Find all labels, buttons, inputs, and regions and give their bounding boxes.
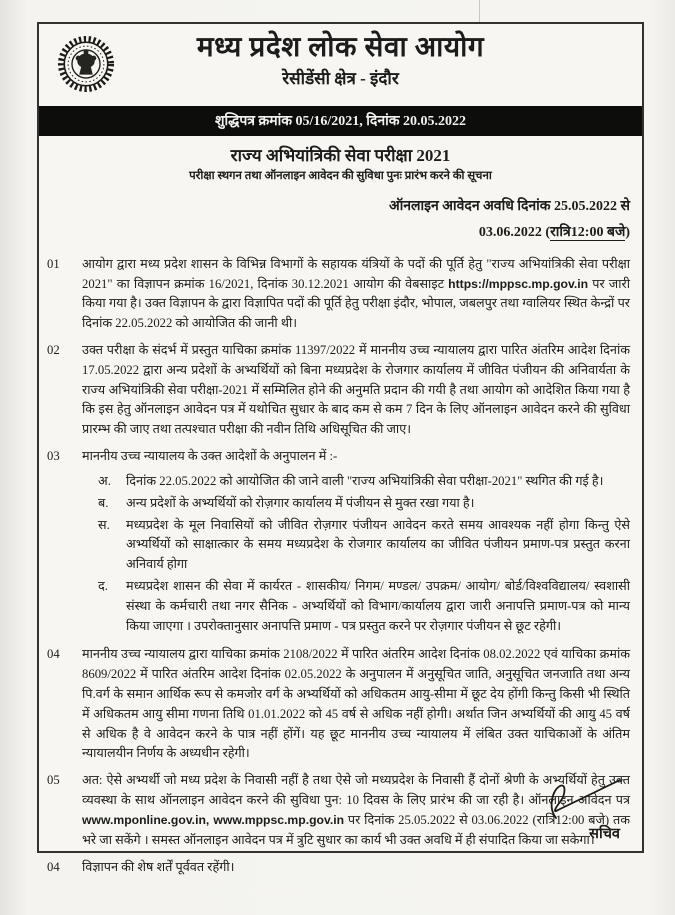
clause-number: 03 [47,449,60,464]
clause-03-intro: माननीय उच्च न्यायालय के उक्त आदेशों के अनुपालन में :- [82,449,338,464]
application-period-line2: 03.06.2022 (रात्रि12:00 बजे) [478,224,630,240]
clause-number: 05 [47,773,60,788]
notification-document [37,22,644,874]
signature-block [540,774,626,843]
clause-text: आयोग द्वारा मध्य प्रदेश शासन के विभिन्न विभागों के सहायक यंत्रियों के पदों की पूर्ति हेतु "राज्य अभियांत्रिकी सेवा परीक्षा 2021" का विज्ञापन क्रमांक 16/2021, दिनांक 30.12.2021 आयोग की वेबसाइट https://mppsc.mp.gov.in पर जारी किया गया है। उक्त विज्ञापन के द्वारा विज्ञापित पदों की पूर्ति हेतु परीक्षा इंदौर, भोपाल, जबलपुर तथा ग्वालियर स्थित केन्द्रों पर दिनांक 22.05.2022 को आयोजित की जानी थी। [82,256,630,331]
signature-label: सचिव [589,826,620,842]
sub-item-label: द. [98,578,108,593]
clause-03 [47,447,630,638]
clause-01 [47,255,630,334]
clause-04 [47,645,630,764]
website-url: https://mppsc.mp.gov.in [448,276,589,291]
clause-02 [47,341,630,440]
sub-item-text: अन्य प्रदेशों के अभ्यर्थियों को रोज़गार कार्यालय में पंजीयन से मुक्त रखा गया है। [126,495,475,510]
exam-title: राज्य अभियांत्रिकी सेवा परीक्षा 2021 [230,146,451,165]
clause-text: माननीय उच्च न्यायालय द्वारा याचिका क्रमांक 2108/2022 में पारित अंतरिम आदेश दिनांक 08.02.2022 एवं याचिका क्रमांक 8609/2022 में पारित अंतरिम आदेश दिनांक 02.05.2022 के अनुपालन में अनुसूचित जाति, अनुसूचित जनजाति तथा अन्य पि.वर्ग के समान आर्थिक रूप से कमजोर वर्ग के अभ्यर्थियों को अधिकतम आयु-सीमा में छूट देय होंगी किन्तु किसी भी स्थिति में अधिकतम आयु सीमा गणना तिथि 01.01.2022 को 45 वर्ष से अधिक नहीं होगी। अर्थात जिन अभ्यर्थियों की आयु 45 वर्ष से अधिक है वे आवेदन करने के पात्र नहीं होंगें। यह छूट माननीय उच्च न्यायालय में लंबित उक्त याचिकाओं के अंतिम न्यायालयीन निर्णय के अध्यधीन रहेगी। [82,647,630,761]
sub-item-label: स. [98,517,110,532]
org-name: मध्य प्रदेश लोक सेवा आयोग [196,32,485,63]
clause-number: 04 [47,859,60,874]
corrigendum-band: शुद्धिपत्र क्रमांक 05/16/2021, दिनांक 20.05.2022 [39,106,642,136]
application-period-line1: ऑनलाइन आवेदन अवधि दिनांक 25.05.2022 से [388,199,630,214]
document-header [39,24,642,106]
clause-text: उक्त परीक्षा के संदर्भ में प्रस्तुत याचिका क्रमांक 11397/2022 में माननीय उच्च न्यायालय द्वारा पारित अंतरिम आदेश दिनांक 17.05.2022 द्वारा अन्य प्रदेशों के अभ्यर्थियों को बिना मध्यप्रदेश के रोजगार कार्यालय में जीवित पंजीयन की अनिवार्यता के राज्य अभियांत्रिकी सेवा परीक्षा-2021 में सम्मिलित होने की अनुमति प्रदान की गयी है तथा आयोग को आदेशित किया गया है कि इस हेतु ऑनलाइन आवेदन पत्र में यथोचित सुधार के बाद कम से कम 7 दिन के लिए ऑनलाइन आवेदन करने की सुविधा प्रारम्भ की जाए तथा तत्पश्चात परीक्षा की नवीन तिथि अधिसूचित की जाए। [82,343,630,437]
clause-03-subitems [82,472,630,637]
sub-item-a [98,472,630,492]
sub-item-b [98,494,630,514]
clause-06-remaining-terms [47,858,630,878]
clause-text [82,447,630,638]
org-region: रेसीडेंसी क्षेत्र - इंदौर [282,69,399,88]
period-time-underlined: रात्रि12:00 बजे [550,224,626,240]
sub-item-label: अ. [98,473,111,488]
sub-item-d [98,577,630,636]
sub-item-s [98,516,630,575]
sub-item-text: दिनांक 22.05.2022 को आयोजित की जाने वाली "राज्य अभियांत्रिकी सेवा परीक्षा-2021" स्थगित की गई है। [126,473,604,488]
mppsc-seal-icon [57,32,115,96]
header-titles [39,24,642,89]
sub-item-text: मध्यप्रदेश के मूल निवासियों को जीवित रोज़गार पंजीयन आवेदन करते समय आवश्यक नहीं होगा किन्तु ऐसे अभ्यर्थियों को साक्षात्कार के समय मध्यप्रदेश के रोजगार कार्यालय का जीवित पंजीयन प्रमाण-पत्र प्रस्तुत करना अनिवार्य होगा [126,517,630,572]
sub-item-text: मध्यप्रदेश शासन की सेवा में कार्यरत - शासकीय/ निगम/ मण्डल/ उपक्रम/ आयोग/ बोर्ड/विश्वविद्यालय/ स्वशासी संस्था के कर्मचारी तथा नगर सैनिक - अभ्यर्थियों को विभाग/कार्यालय द्वारा जारी अनापत्ति प्रमाण-पत्र को मान्य किया जाएगा । उपरोक्तानुसार अनापत्ति प्रमाण - पत्र प्रस्तुत करने पर रोज़गार पंजीयन से छूट रहेगी। [126,578,630,633]
application-urls: www.mponline.gov.in, www.mppsc.mp.gov.in [82,812,345,827]
clause-number: 01 [47,256,60,271]
clause-number: 02 [47,343,60,358]
sub-item-label: ब. [98,495,109,510]
secretary-signature-icon [540,774,626,822]
clause-text: अत: ऐसे अभ्यर्थी जो मध्य प्रदेश के निवासी नहीं है तथा ऐसे जो मध्यप्रदेश के निवासी हैं दोनों श्रेणी के अभ्यर्थियों हेतु उक्त व्यवस्था के साथ ऑनलाइन आवेदन करने की सुविधा पुन: 10 दिवस के लिए प्रारंभ की जा रही है। ऑनलाइन आवेदन पत्र www.mponline.gov.in, www.mppsc.mp.gov.in पर दिनांक 25.05.2022 से 03.06.2022 (रात्रि12:00 बजे) तक भरे जा सकेंगे । समस्त ऑनलाइन आवेदन पत्र में त्रुटि सुधार का कार्य भी उक्त अवधि में ही संपादित किया जा सकेगा। [82,773,630,847]
exam-subtitle: परीक्षा स्थगन तथा ऑनलाइन आवेदन की सुविधा पुनः प्रारंभ करने की सूचना [189,170,492,182]
clause-number: 04 [47,647,60,662]
application-period [39,194,642,246]
clause-text: विज्ञापन की शेष शर्तें पूर्ववत रहेंगी। [82,859,235,874]
